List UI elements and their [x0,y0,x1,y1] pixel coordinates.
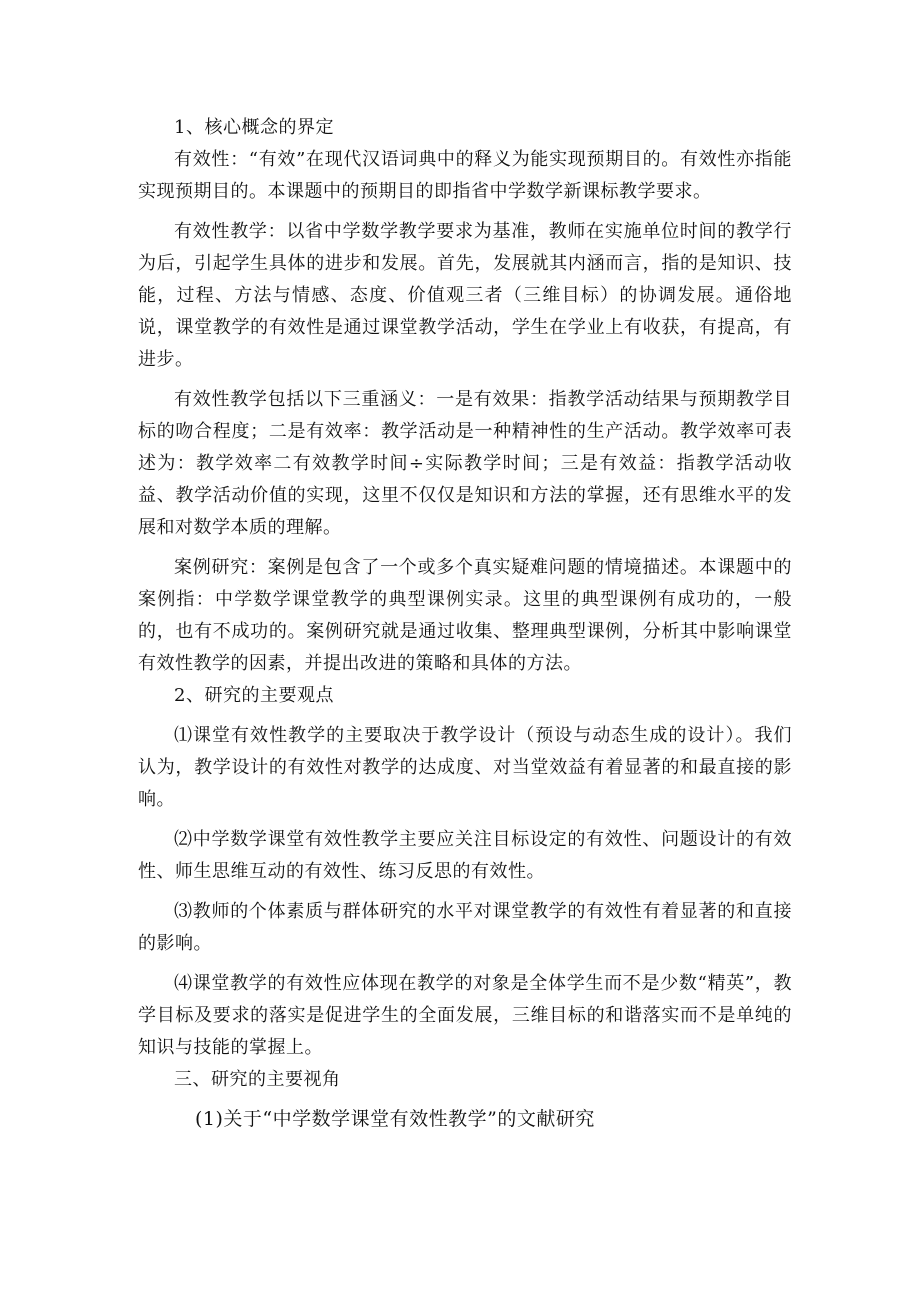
section-heading-main-viewpoints: 2、研究的主要观点 [174,685,334,706]
paragraph-effective-teaching: 有效性教学：以省中学数学教学要求为基准，教师在实施单位时间的教学行为后，引起学生具体的进步和发展。首先，发展就其内涵而言，指的是知识、技能，过程、方法与情感、态度、价值观三者（三维目标）的协调发展。通俗地说，课堂教学的有效性是通过课堂教学活动，学生在学业上有收获，有提高，有进步。 [138,221,792,370]
paragraph-case-study: 案例研究：案例是包含了一个或多个真实疑难问题的情境描述。本课题中的案例指：中学数学课堂教学的典型课例实录。这里的典型课例有成功的，一般的，也有不成功的。案例研究就是通过收集、整理典型课例，分析其中影响课堂有效性教学的因素，并提出改进的策略和具体的方法。 [138,557,792,674]
document-body [138,112,792,1155]
viewpoint-2: ⑵中学数学课堂有效性教学主要应关注目标设定的有效性、问题设计的有效性、师生思维互动的有效性、练习反思的有效性。 [138,829,792,882]
literature-research-item: (1)关于“中学数学课堂有效性教学”的文献研究 [195,1108,595,1130]
paragraph-effectiveness: 有效性：“有效”在现代汉语词典中的释义为能实现预期目的。有效性亦指能实现预期目的。本课题中的预期目的即指省中学数学新课标教学要求。 [138,149,792,202]
paragraph-three-meanings: 有效性教学包括以下三重涵义：一是有效果：指教学活动结果与预期教学目标的吻合程度；二是有效率：教学活动是一种精神性的生产活动。教学效率可表述为：教学效率二有效教学时间÷实际教学时间；三是有效益：指教学活动收益、教学活动价值的实现，这里不仅仅是知识和方法的掌握，还有思维水平的发展和对数学本质的理解。 [138,389,792,538]
section-heading-research-perspectives: 三、研究的主要视角 [174,1069,341,1090]
viewpoint-4: ⑷课堂教学的有效性应体现在教学的对象是全体学生而不是少数“精英”，教学目标及要求的落实是促进学生的全面发展，三维目标的和谐落实而不是单纯的知识与技能的掌握上。 [138,973,792,1058]
section-heading-core-concepts: 1、核心概念的界定 [174,117,334,138]
viewpoint-3: ⑶教师的个体素质与群体研究的水平对课堂教学的有效性有着显著的和直接的影响。 [138,901,792,954]
viewpoint-1: ⑴课堂有效性教学的主要取决于教学设计（预设与动态生成的设计）。我们认为，教学设计的有效性对教学的达成度、对当堂效益有着显著的和最直接的影响。 [138,725,792,810]
